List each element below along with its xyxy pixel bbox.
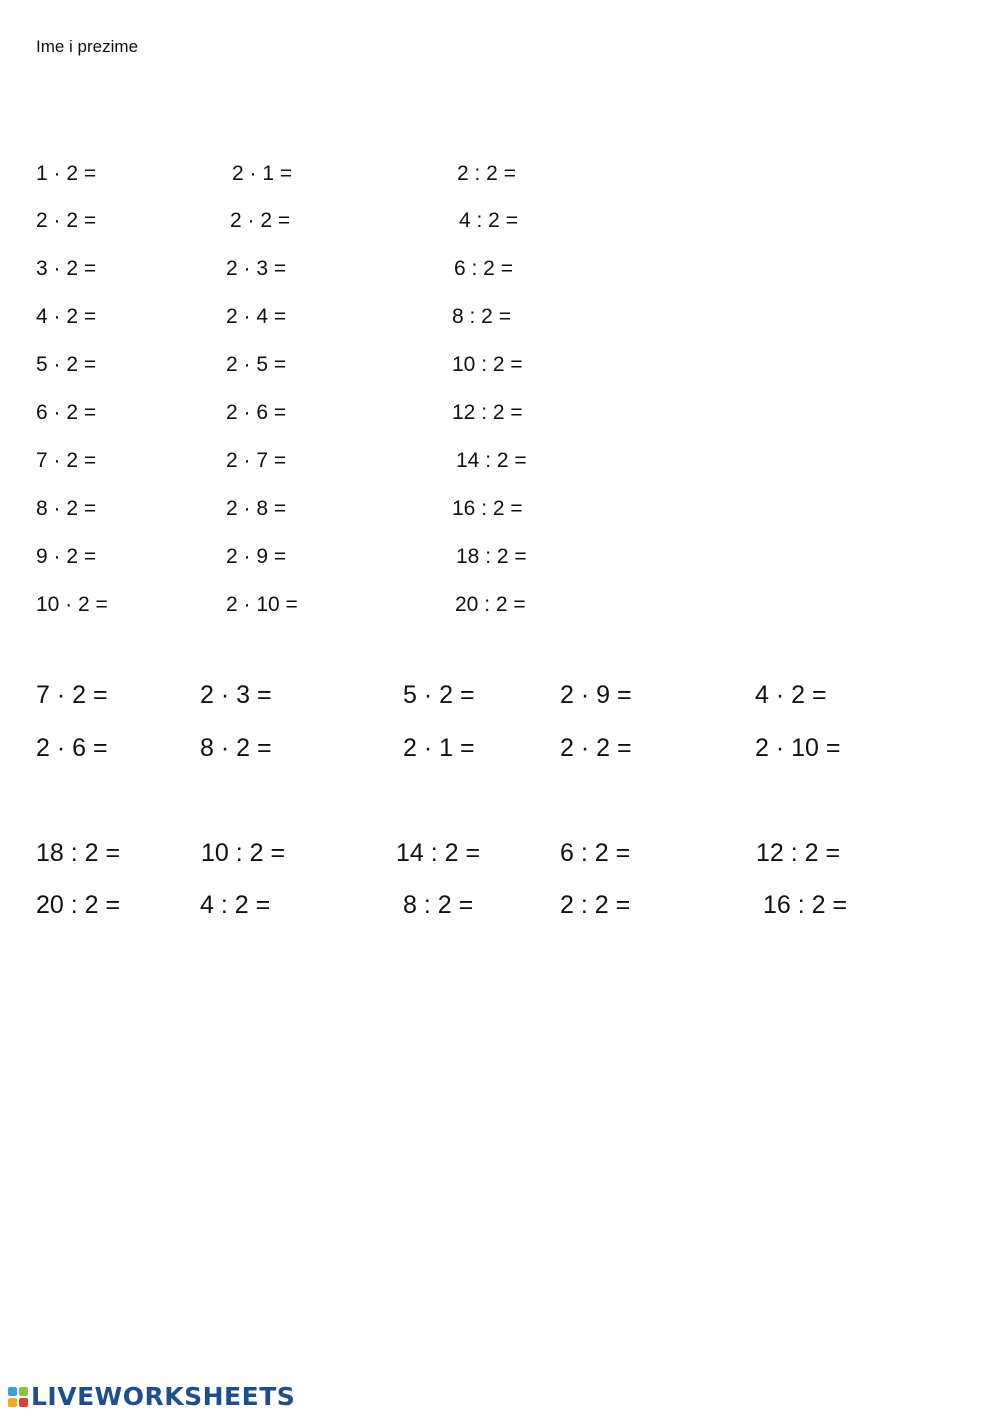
- problem: 1 · 2 =: [36, 162, 97, 185]
- answer-input[interactable]: [305, 160, 419, 188]
- problem: 2 · 10 =: [226, 593, 298, 616]
- problem: 2 · 3 =: [200, 681, 272, 709]
- problem: 16 : 2 =: [763, 891, 848, 919]
- problem: 2 · 5 =: [226, 353, 287, 376]
- problem: 3 · 2 =: [36, 257, 97, 280]
- problem: 6 · 2 =: [36, 401, 97, 424]
- problem: 2 · 8 =: [226, 497, 287, 520]
- problem: 8 : 2 =: [452, 305, 511, 328]
- problem: 18 : 2 =: [36, 839, 121, 867]
- problem: 2 · 2 =: [36, 209, 97, 232]
- logo-tiles-icon: [8, 1387, 28, 1407]
- problem: 2 · 1 =: [232, 162, 293, 185]
- logo-text: LIVEWORKSHEETS: [31, 1382, 296, 1411]
- problem: 2 · 9 =: [560, 681, 632, 709]
- problem: 2 · 2 =: [560, 734, 632, 762]
- problem: 18 : 2 =: [456, 545, 527, 568]
- problem: 4 : 2 =: [200, 891, 271, 919]
- problem: 8 · 2 =: [36, 497, 97, 520]
- problem: 14 : 2 =: [456, 449, 527, 472]
- logo-tile: [19, 1398, 28, 1407]
- problem: 9 · 2 =: [36, 545, 97, 568]
- problem: 8 : 2 =: [403, 891, 474, 919]
- problem: 14 : 2 =: [396, 839, 481, 867]
- problem: 5 · 2 =: [36, 353, 97, 376]
- problem: 4 · 2 =: [755, 681, 827, 709]
- logo-tile: [19, 1387, 28, 1396]
- problem: 6 : 2 =: [454, 257, 513, 280]
- problem: 5 · 2 =: [403, 681, 475, 709]
- problem: 4 : 2 =: [459, 209, 518, 232]
- problem: 20 : 2 =: [455, 593, 526, 616]
- problem: 2 · 9 =: [226, 545, 287, 568]
- problem: 2 · 7 =: [226, 449, 287, 472]
- problem: 2 · 1 =: [403, 734, 475, 762]
- problem: 10 : 2 =: [452, 353, 523, 376]
- problem: 4 · 2 =: [36, 305, 97, 328]
- problem: 2 · 10 =: [755, 734, 841, 762]
- problem: 6 : 2 =: [560, 839, 631, 867]
- problem: 7 · 2 =: [36, 449, 97, 472]
- problem: 2 : 2 =: [560, 891, 631, 919]
- problem: 12 : 2 =: [452, 401, 523, 424]
- problem: 2 · 3 =: [226, 257, 287, 280]
- problem: 16 : 2 =: [452, 497, 523, 520]
- problem: 2 · 4 =: [226, 305, 287, 328]
- liveworksheets-logo[interactable]: [8, 1382, 295, 1411]
- problem: 10 : 2 =: [201, 839, 286, 867]
- problem: 7 · 2 =: [36, 681, 108, 709]
- problem: 10 · 2 =: [36, 593, 108, 616]
- answer-input[interactable]: [530, 160, 644, 188]
- problem: 20 : 2 =: [36, 891, 121, 919]
- answer-input[interactable]: [110, 160, 204, 188]
- problem: 2 · 2 =: [230, 209, 291, 232]
- logo-tile: [8, 1387, 17, 1396]
- problem: 8 · 2 =: [200, 734, 272, 762]
- problem: 12 : 2 =: [756, 839, 841, 867]
- logo-tile: [8, 1398, 17, 1407]
- problem: 2 · 6 =: [36, 734, 108, 762]
- problem: 2 · 6 =: [226, 401, 287, 424]
- problem: 2 : 2 =: [457, 162, 516, 185]
- name-label: Ime i prezime: [36, 37, 139, 56]
